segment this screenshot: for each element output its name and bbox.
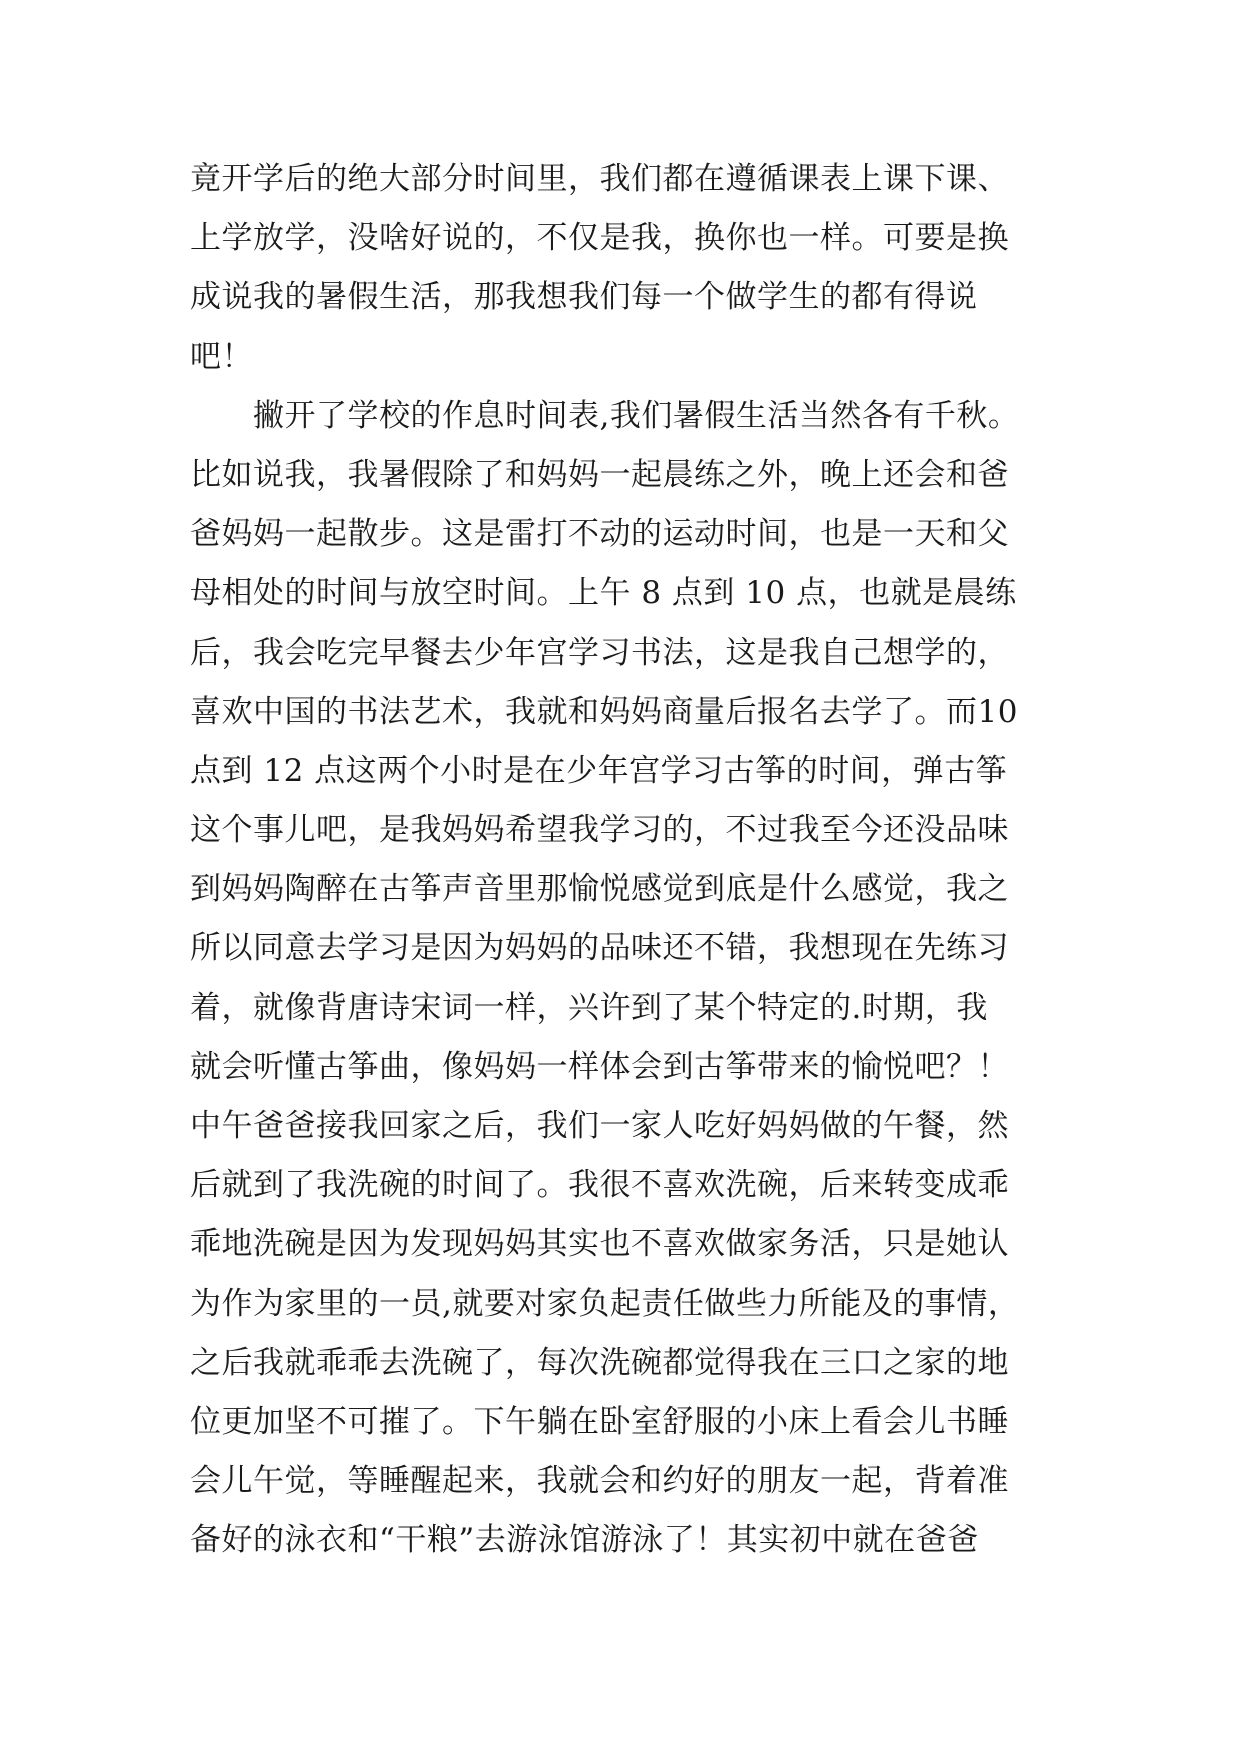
text-line: 乖地洗碗是因为发现妈妈其实也不喜欢做家务活，只是她认 [190,1226,1009,1263]
text-line: 所以同意去学习是因为妈妈的品味还不错，我想现在先练习 [190,930,1009,967]
text-line: 为作为家里的一员,就要对家负起责任做些力所能及的事情， [190,1285,1020,1322]
text-line: 撇开了学校的作息时间表,我们暑假生活当然各有千秋。 [190,397,1020,434]
text-line: 比如说我，我暑假除了和妈妈一起晨练之外，晚上还会和爸 [190,456,1009,493]
text-line: 备好的泳衣和“干粮”去游泳馆游泳了！其实初中就在爸爸 [190,1522,979,1559]
text-line: 后就到了我洗碗的时间了。我很不喜欢洗碗，后来转变成乖 [190,1167,1009,1204]
text-line: 之后我就乖乖去洗碗了，每次洗碗都觉得我在三口之家的地 [190,1344,1009,1381]
text-line: 就会听懂古筝曲，像妈妈一样体会到古筝带来的愉悦吧？！ [190,1048,1009,1085]
text-line: 竟开学后的绝大部分时间里，我们都在遵循课表上课下课、 [190,161,1009,197]
text-line: 这个事儿吧，是我妈妈希望我学习的，不过我至今还没品味 [190,812,1009,849]
text-line: 位更加坚不可摧了。下午躺在卧室舒服的小床上看会儿书睡 [190,1403,1009,1440]
text-line: 到妈妈陶醉在古筝声音里那愉悦感觉到底是什么感觉，我之 [190,871,1009,908]
text-line: 爸妈妈一起散步。这是雷打不动的运动时间，也是一天和父 [190,516,1009,553]
text-line: 会儿午觉，等睡醒起来，我就会和约好的朋友一起，背着准 [190,1463,1009,1500]
text-line: 点到 12 点这两个小时是在少年宫学习古筝的时间，弹古筝 [190,752,1008,789]
text-line: 喜欢中国的书法艺术，我就和妈妈商量后报名去学了。而10 [190,693,1018,730]
text-line: 吧！ [190,338,253,375]
text-line: 母相处的时间与放空时间。上午 8 点到 10 点，也就是晨练 [190,575,1017,612]
text-line: 后，我会吃完早餐去少年宫学习书法，这是我自己想学的， [190,634,1009,671]
essay-text [190,150,1062,1571]
text-line: 着，就像背唐诗宋词一样，兴许到了某个特定的.时期，我 [190,989,988,1026]
text-line: 上学放学，没啥好说的，不仅是我，换你也一样。可要是换 [190,220,1009,257]
text-line: 成说我的暑假生活，那我想我们每一个做学生的都有得说 [190,279,978,316]
text-line: 中午爸爸接我回家之后，我们一家人吃好妈妈做的午餐，然 [190,1108,1009,1144]
